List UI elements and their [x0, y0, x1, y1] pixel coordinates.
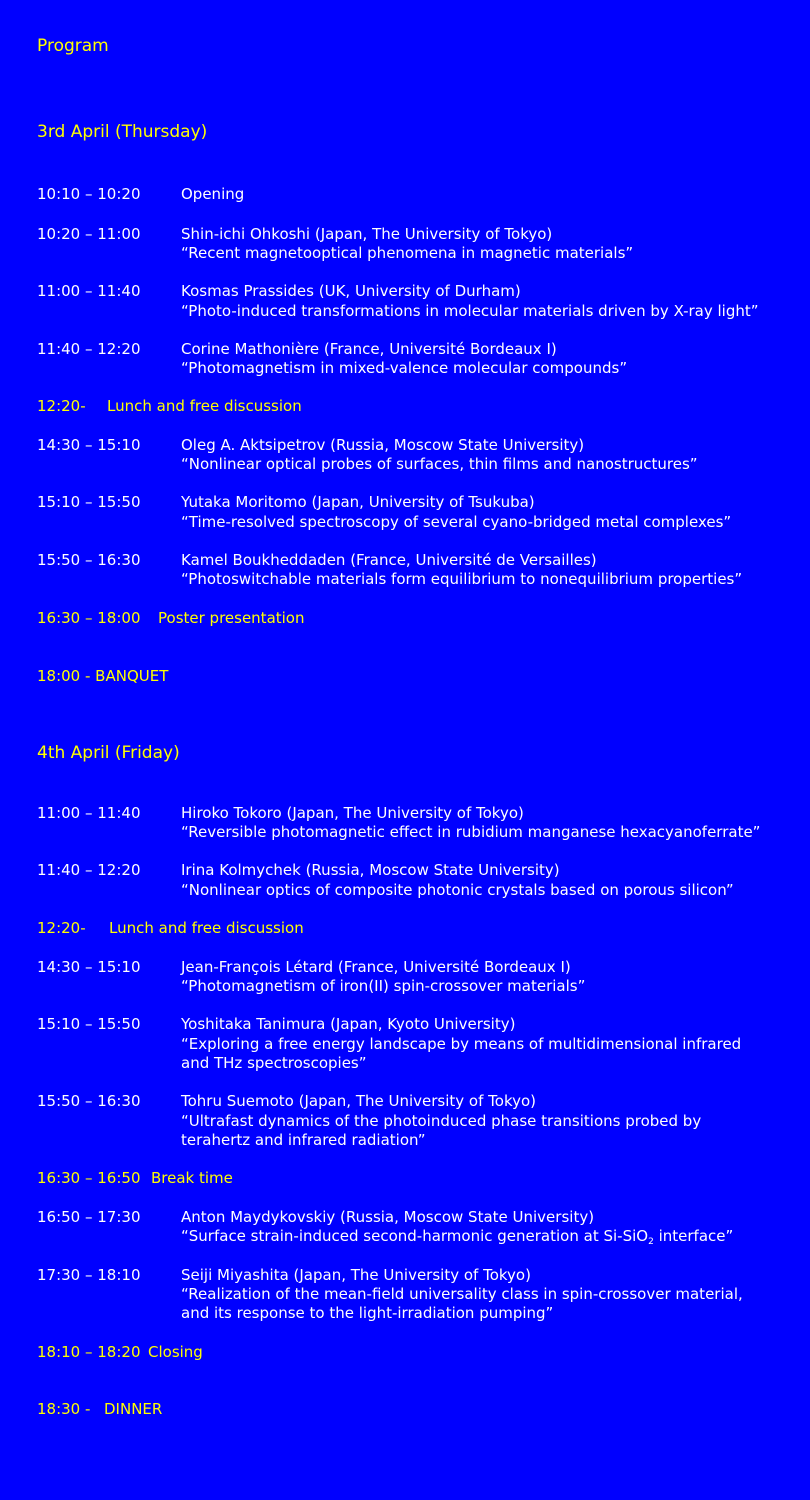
day2-heading: 4th April (Friday) [37, 743, 180, 763]
talk-speaker: Yoshitaka Tanimura (Japan, Kyoto University) [181, 1015, 516, 1033]
break-label: Break time [151, 1169, 233, 1187]
talk-speaker: Oleg A. Aktsipetrov (Russia, Moscow State University) [181, 436, 585, 454]
talk-title: “Photomagnetism in mixed-valence molecular compounds” [181, 359, 628, 377]
banquet: 18:00 - BANQUET [37, 667, 169, 685]
lunch-label: Lunch and free discussion [109, 919, 304, 937]
talk-title-cont: and its response to the light-irradiation pumping” [181, 1304, 554, 1322]
lunch-time: 12:20- [37, 397, 86, 415]
talk-time: 11:40 – 12:20 [37, 340, 141, 358]
talk-title: “Exploring a free energy landscape by means of multidimensional infrared [181, 1035, 742, 1053]
closing-label: Closing [148, 1343, 203, 1361]
talk-title: “Nonlinear optical probes of surfaces, thin films and nanostructures” [181, 455, 698, 473]
dinner-label: DINNER [104, 1400, 163, 1418]
day1-heading: 3rd April (Thursday) [37, 122, 208, 142]
talk-title-cont: and THz spectroscopies” [181, 1054, 367, 1072]
talk-speaker: Irina Kolmychek (Russia, Moscow State University) [181, 861, 560, 879]
talk-time: 14:30 – 15:10 [37, 436, 141, 454]
talk-speaker: Corine Mathonière (France, Université Bordeaux I) [181, 340, 557, 358]
talk-time: 11:00 – 11:40 [37, 282, 141, 300]
talk-speaker: Kamel Boukheddaden (France, Université de Versailles) [181, 551, 597, 569]
talk-title-cont: terahertz and infrared radiation” [181, 1131, 426, 1149]
talk-title: “Reversible photomagnetic effect in rubidium manganese hexacyanoferrate” [181, 823, 761, 841]
talk-speaker: Hiroko Tokoro (Japan, The University of Tokyo) [181, 804, 524, 822]
talk-title: “Photomagnetism of iron(II) spin-crossover materials” [181, 977, 586, 995]
poster-time: 16:30 – 18:00 [37, 609, 141, 627]
break-time: 16:30 – 16:50 [37, 1169, 141, 1187]
talk-speaker: Shin-ichi Ohkoshi (Japan, The University of Tokyo) [181, 225, 553, 243]
talk-speaker: Yutaka Moritomo (Japan, University of Tsukuba) [181, 493, 535, 511]
talk-time: 17:30 – 18:10 [37, 1266, 141, 1284]
talk-time: 15:50 – 16:30 [37, 551, 141, 569]
dinner-time: 18:30 - [37, 1400, 91, 1418]
talk-time: 11:00 – 11:40 [37, 804, 141, 822]
lunch-time: 12:20- [37, 919, 86, 937]
talk-time: 10:20 – 11:00 [37, 225, 141, 243]
opening-label: Opening [181, 185, 245, 203]
talk-title: “Realization of the mean-field universality class in spin-crossover material, [181, 1285, 743, 1303]
talk-speaker: Jean-François Létard (France, Université Bordeaux I) [181, 958, 571, 976]
talk-speaker: Seiji Miyashita (Japan, The University of Tokyo) [181, 1266, 531, 1284]
opening-time: 10:10 – 10:20 [37, 185, 141, 203]
talk-time: 11:40 – 12:20 [37, 861, 141, 879]
talk-title: “Nonlinear optics of composite photonic crystals based on porous silicon” [181, 881, 734, 899]
talk-speaker: Tohru Suemoto (Japan, The University of Tokyo) [181, 1092, 537, 1110]
talk-speaker: Anton Maydykovskiy (Russia, Moscow State University) [181, 1208, 595, 1226]
talk-title: “Photoswitchable materials form equilibrium to nonequilibrium properties” [181, 570, 743, 588]
talk-time: 15:10 – 15:50 [37, 1015, 141, 1033]
talk-time: 15:10 – 15:50 [37, 493, 141, 511]
talk-speaker: Kosmas Prassides (UK, University of Durham) [181, 282, 521, 300]
talk-title: “Time-resolved spectroscopy of several cyano-bridged metal complexes” [181, 513, 732, 531]
talk-title: “Photo-induced transformations in molecular materials driven by X-ray light” [181, 302, 759, 320]
talk-time: 15:50 – 16:30 [37, 1092, 141, 1110]
program-title: Program [37, 36, 109, 56]
closing-time: 18:10 – 18:20 [37, 1343, 141, 1361]
talk-title: “Surface strain-induced second-harmonic generation at Si-SiO$_2$ interface” [181, 1227, 734, 1247]
poster-label: Poster presentation [158, 609, 305, 627]
talk-time: 14:30 – 15:10 [37, 958, 141, 976]
talk-title: “Recent magnetooptical phenomena in magnetic materials” [181, 244, 634, 262]
talk-time: 16:50 – 17:30 [37, 1208, 141, 1226]
talk-title: “Ultrafast dynamics of the photoinduced phase transitions probed by [181, 1112, 702, 1130]
lunch-label: Lunch and free discussion [107, 397, 302, 415]
